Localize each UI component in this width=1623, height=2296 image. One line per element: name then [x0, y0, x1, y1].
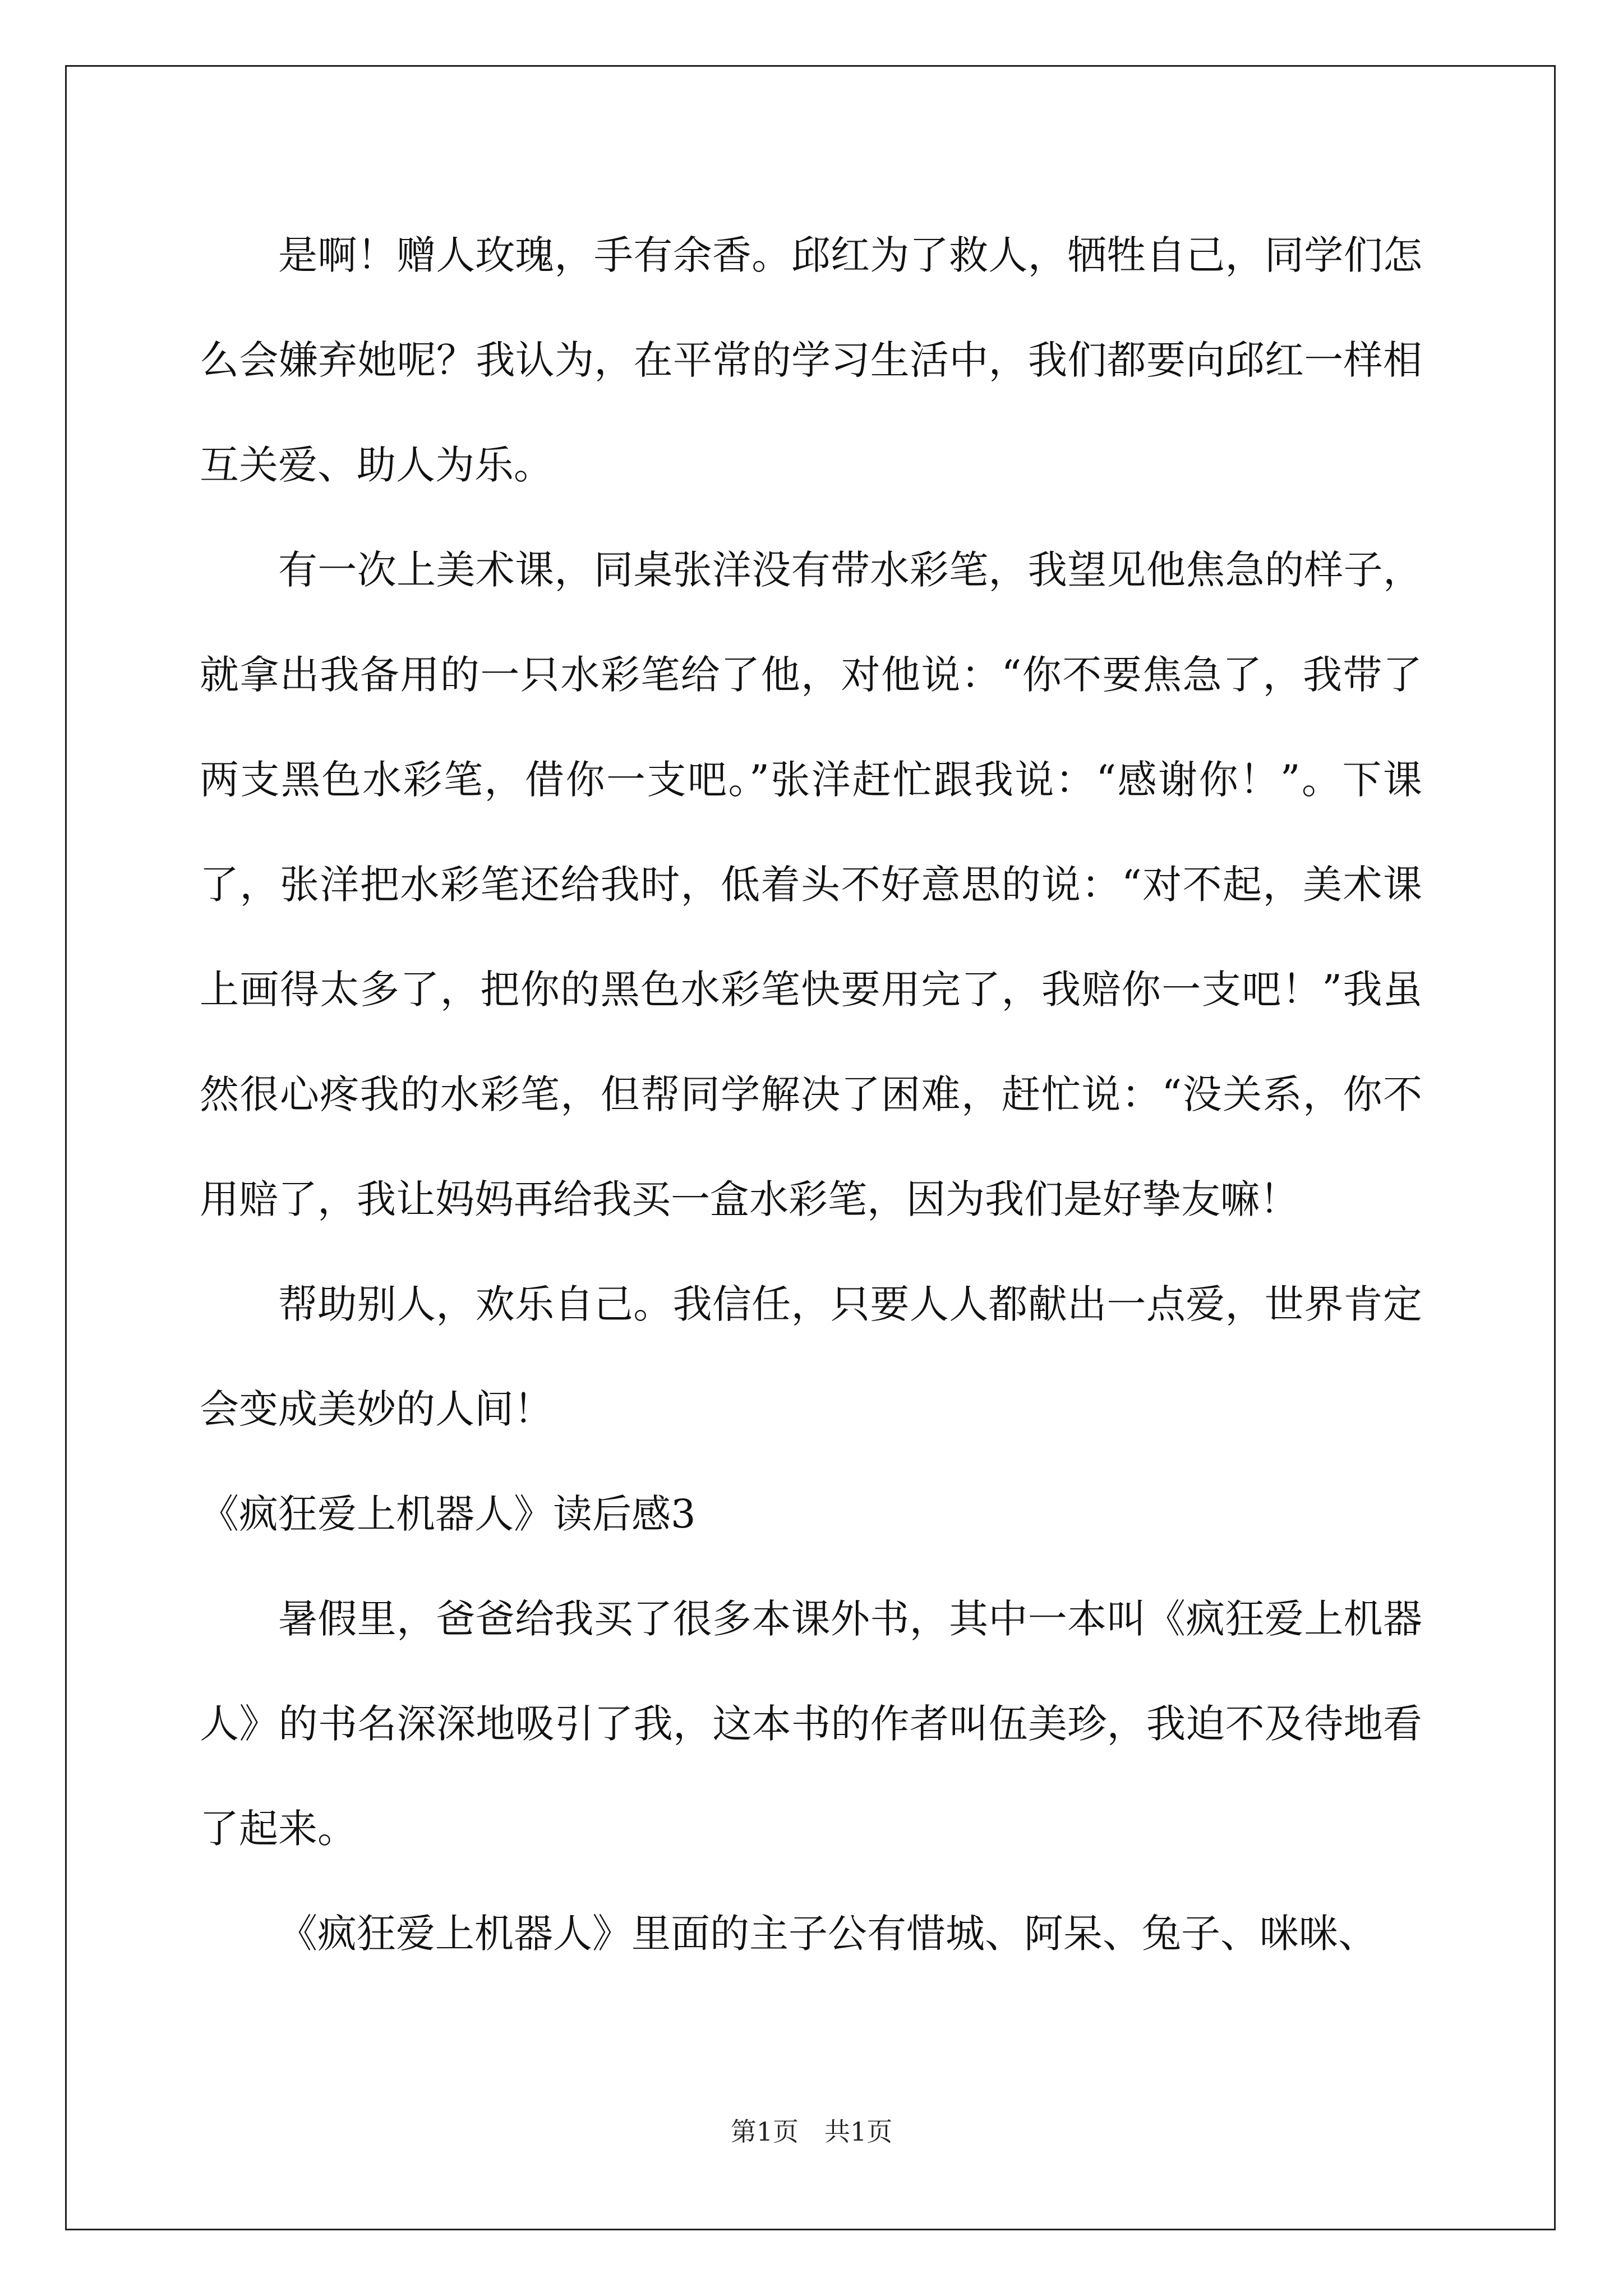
paragraph-3: 帮助别人，欢乐自己。我信任，只要人人都献出一点爱，世界肯定会变成美妙的人间！: [200, 1281, 1422, 1432]
section-heading: 《疯狂爱上机器人》读后感3: [200, 1491, 696, 1537]
paragraph-5: 《疯狂爱上机器人》里面的主子公有惜城、阿呆、兔子、咪咪、: [278, 1911, 1377, 1957]
document-body: [200, 203, 1422, 1986]
paragraph-1: 是啊！赠人玫瑰，手有余香。邱红为了救人，牺牲自己，同学们怎么会嫌弃她呢？我认为，在平常的学习生活中，我们都要向邱红一样相互关爱、助人为乐。: [200, 232, 1422, 488]
page-footer: 第1页 共1页: [730, 2116, 893, 2147]
paragraph-4: 暑假里，爸爸给我买了很多本课外书，其中一本叫《疯狂爱上机器人》的书名深深地吸引了我，这本书的作者叫伍美珍，我迫不及待地看了起来。: [200, 1596, 1422, 1852]
paragraph-2: 有一次上美术课，同桌张洋没有带水彩笔，我望见他焦急的样子，就拿出我备用的一只水彩笔给了他，对他说：“你不要焦急了，我带了两支黑色水彩笔，借你一支吧。”张洋赶忙跟我说：“感谢你！”。下课了，张洋把水彩笔还给我时，低着头不好意思的说：“对不起，美术课上画得太多了，把你的黑色水彩笔快要用完了，我赔你一支吧！”我虽然很心疼我的水彩笔，但帮同学解决了困难，赶忙说：“没关系，你不用赔了，我让妈妈再给我买一盒水彩笔，因为我们是好挚友嘛！: [200, 547, 1422, 1222]
